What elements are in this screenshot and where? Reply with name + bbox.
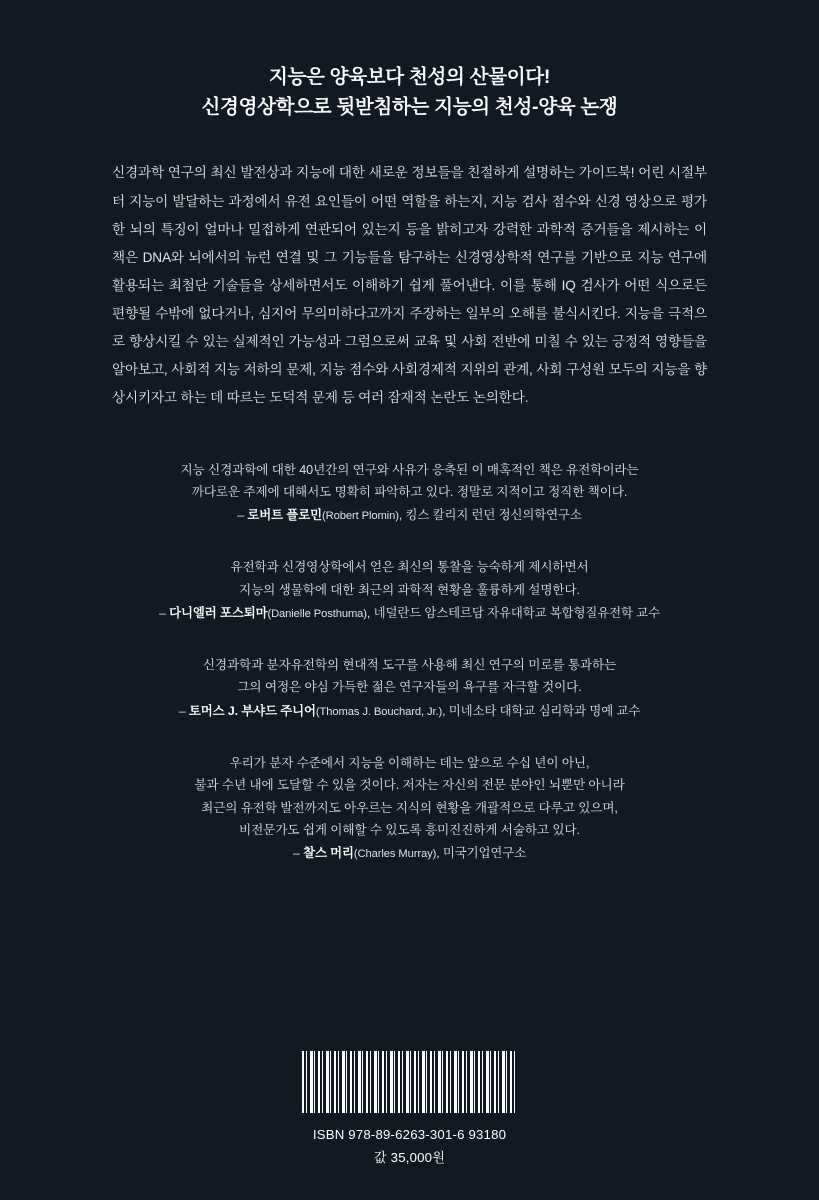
blurb-line: 지능의 생물학에 대한 최근의 과학적 현황을 훌륭하게 설명한다.: [239, 582, 580, 597]
blurb-attribution: [112, 504, 707, 527]
blurb-item: [112, 752, 707, 866]
blurb-author-roman: (Charles Murray): [353, 848, 437, 861]
book-description-paragraph: 신경과학 연구의 최신 발전상과 지능에 대한 새로운 정보들을 친절하게 설명하는 가이드북! 어린 시절부터 지능이 발달하는 과정에서 유전 요인들이 어떤 역할을 하는지, 지능 검사 점수와 신경 영상으로 평가한 뇌의 특징이 얼마나 밀접하게 연관되어 있는지 등을 밝히고자 강력한 과학적 증거들을 제시하는 이 책은 DNA와 뇌에서의 뉴런 연결 및 그 기능들을 탐구하는 신경영상학적 연구를 기반으로 지능 연구에 활용되는 최첨단 기술들을 상세하면서도 이해하기 쉽게 풀어낸다. 이를 통해 IQ 검사가 어떤 식으로든 편향될 수밖에 없다거나, 심지어 무의미하다고까지 주장하는 일부의 오해를 불식시킨다. 지능을 극적으로 향상시킬 수 있는 실제적인 가능성과 그럼으로써 교육 및 사회 전반에 미칠 수 있는 긍정적 영향들을 알아보고, 사회적 지능 저하의 문제, 지능 점수와 사회경제적 지위의 관계, 사회 구성원 모두의 지능을 향상시키자고 하는 데 따르는 도덕적 문제 등 여러 잠재적 논란도 논의한다.: [112, 165, 707, 406]
blurb-author-name: 찰스 머리: [303, 846, 354, 861]
blurb-line: 우리가 분자 수준에서 지능을 이해하는 데는 앞으로 수십 년이 아닌,: [229, 755, 590, 770]
blurb-author-roman: (Danielle Posthuma): [267, 608, 367, 621]
blurb-author-affiliation: , 미네소타 대학교 심리학과 명예 교수: [442, 703, 641, 718]
blurb-author-roman: (Robert Plomin): [321, 510, 399, 523]
blurb-line: 지능 신경과학에 대한 40년간의 연구와 사유가 응축된 이 매혹적인 책은 유전학이라는: [180, 462, 639, 477]
blurbs-section: [112, 459, 707, 866]
blurb-line: 유전학과 신경영상학에서 얻은 최신의 통찰을 능숙하게 제시하면서: [230, 560, 589, 575]
headline-line-1: 지능은 양육보다 천성의 산물이다!: [268, 66, 551, 88]
price-text: 값 35,000원: [373, 1150, 446, 1165]
blurb-line: 그의 여정은 야심 가득한 젊은 연구자들의 욕구를 자극할 것이다.: [237, 680, 582, 695]
headline-block: [112, 0, 707, 122]
barcode-block: [0, 1051, 819, 1166]
blurb-dash: –: [237, 508, 245, 523]
blurb-item: [112, 654, 707, 723]
blurb-author-name: 토머스 J. 부샤드 주니어: [188, 703, 316, 718]
headline-line-2: 신경영상학으로 뒷받침하는 지능의 천성-양육 논쟁: [201, 96, 618, 119]
blurb-attribution: [112, 842, 707, 865]
blurb-item: [112, 556, 707, 625]
blurb-attribution: [112, 700, 707, 723]
barcode-image: [302, 1051, 517, 1113]
blurb-dash: –: [159, 606, 166, 621]
isbn-text: ISBN 978-89-6263-301-6 93180: [312, 1127, 507, 1142]
blurb-attribution: [112, 602, 707, 625]
blurb-author-roman: (Thomas J. Bouchard, Jr.): [315, 705, 443, 718]
blurb-author-name: 다니엘러 포스퇴마: [169, 606, 268, 621]
blurb-author-affiliation: , 네덜란드 암스테르담 자유대학교 복합형질유전학 교수: [366, 606, 660, 621]
blurb-line: 까다로운 주제에 대해서도 명확히 파악하고 있다. 정말로 지적이고 정직한 책이다.: [191, 484, 628, 499]
blurb-author-affiliation: , 킹스 칼리지 런던 정신의학연구소: [398, 508, 582, 523]
blurb-item: [112, 459, 707, 528]
blurb-line: 불과 수년 내에 도달할 수 있을 것이다. 저자는 자신의 전문 분야인 뇌뿐만 아니라: [194, 778, 625, 793]
blurb-dash: –: [292, 846, 300, 861]
blurb-author-affiliation: , 미국기업연구소: [436, 846, 527, 861]
blurb-line: 신경과학과 분자유전학의 현대적 도구를 사용해 최신 연구의 미로를 통과하는: [202, 658, 617, 673]
blurb-dash: –: [178, 703, 186, 718]
blurb-line: 최근의 유전학 발전까지도 아우르는 지식의 현황을 개괄적으로 다루고 있으며,: [201, 800, 618, 815]
blurb-author-name: 로버트 플로민: [247, 508, 322, 523]
blurb-line: 비전문가도 쉽게 이해할 수 있도록 흥미진진하게 서술하고 있다.: [239, 823, 580, 838]
